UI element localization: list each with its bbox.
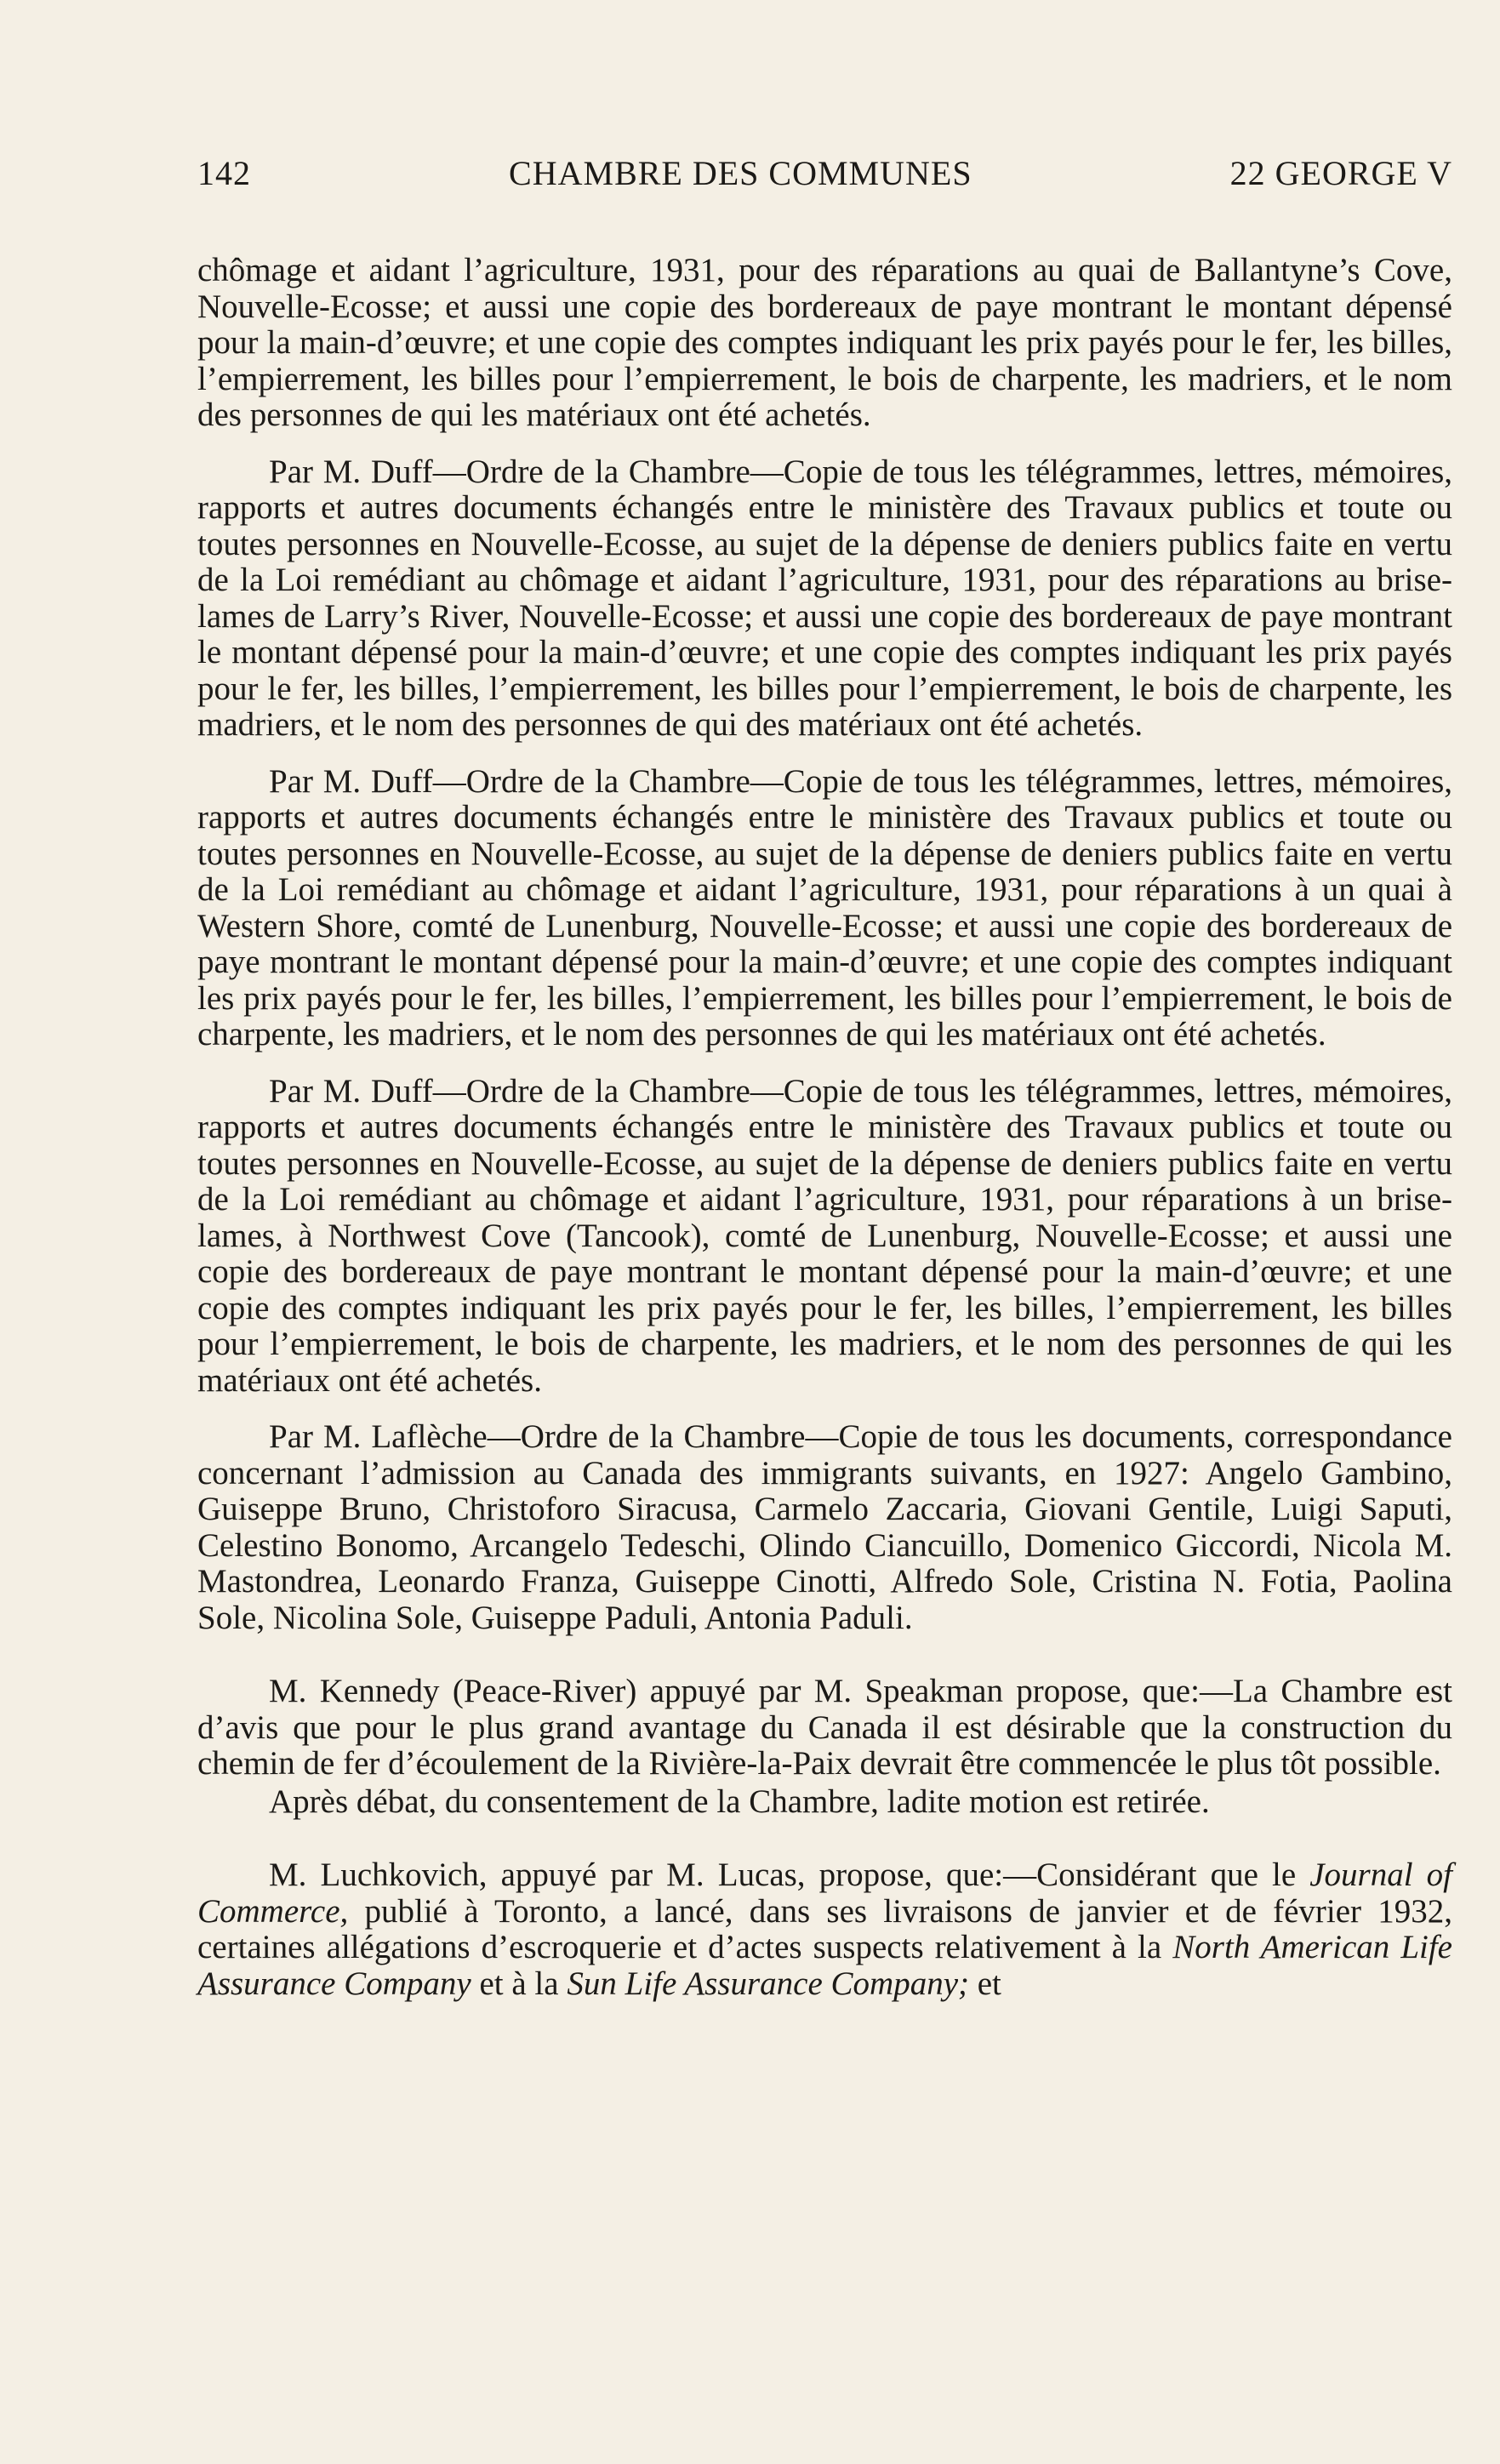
header-regnal-year: 22 GEORGE V <box>1229 154 1452 192</box>
page-body <box>197 253 1452 2002</box>
page-number: 142 <box>197 154 251 192</box>
luchkovich-text-4: et <box>969 1965 1001 2002</box>
paragraph-lafleche-immigrants: Par M. Laflèche—Ordre de la Chambre—Copie de tous les documents, correspondance concernant l’admission au Canada des immigrants suivants, en 1927: Angelo Gambino, Guiseppe Bruno, Christoforo Siracusa, Carmelo Zaccaria, Giovani Gentile, Luigi Saputi, Celestino Bonomo, Arcangelo Tedeschi, Olindo Ciancuillo, Domenico Giccordi, Nicola M. Mastondrea, Leonardo Franza, Guiseppe Cinotti, Alfredo Sole, Cristina N. Fotia, Paolina Sole, Nicolina Sole, Guiseppe Paduli, Antonia Paduli. <box>197 1418 1452 1636</box>
page-header <box>197 153 1452 193</box>
document-page <box>197 153 1452 2002</box>
paragraph-motion-withdrawn: Après débat, du consentement de la Chambre, ladite motion est retirée. <box>269 1782 1210 1820</box>
north-american-life-name: North American Life Assurance Company <box>197 1929 1452 2002</box>
paragraph-luchkovich-motion <box>197 1857 1452 2002</box>
luchkovich-text-1: M. Luchkovich, appuyé par M. Lucas, propose, que:—Considérant que le <box>269 1857 1310 1893</box>
paragraph-kennedy-motion: M. Kennedy (Peace-River) appuyé par M. Speakman propose, que:—La Chambre est d’avis que pour le plus grand avantage du Canada il est désirable que la construction du chemin de fer d’écoulement de la Rivière-la-Paix devrait être commencée le plus tôt possible. <box>197 1673 1452 1782</box>
sun-life-name: Sun Life Assurance Company; <box>567 1965 969 2002</box>
header-title: CHAMBRE DES COMMUNES <box>509 154 972 192</box>
paragraph-duff-larrys-river: Par M. Duff—Ordre de la Chambre—Copie de tous les télégrammes, lettres, mémoires, rapports et autres documents échangés entre le ministère des Travaux publics et toute ou toutes personnes en Nouvelle-Ecosse, au sujet de la dépense de deniers publics faite en vertu de la Loi remédiant au chômage et aidant l’agriculture, 1931, pour des réparations au brise-lames de Larry’s River, Nouvelle-Ecosse; et aussi une copie des bordereaux de paye montrant le montant dépensé pour la main-d’œuvre; et une copie des comptes indiquant les prix payés pour le fer, les billes, l’empierrement, les billes pour l’empierrement, le bois de charpente, les madriers, et le nom des personnes de qui des matériaux ont été achetés. <box>197 453 1452 743</box>
paragraph-duff-northwest-cove: Par M. Duff—Ordre de la Chambre—Copie de tous les télégrammes, lettres, mémoires, rapports et autres documents échangés entre le ministère des Travaux publics et toute ou toutes personnes en Nouvelle-Ecosse, au sujet de la dépense de deniers publics faite en vertu de la Loi remédiant au chômage et aidant l’agriculture, 1931, pour réparations à un brise-lames, à Northwest Cove (Tancook), comté de Lunenburg, Nouvelle-Ecosse; et aussi une copie des bordereaux de paye montrant le montant dépensé pour la main-d’œuvre; et une copie des comptes indiquant les prix payés pour le fer, les billes, l’empierrement, les billes pour l’empierrement, le bois de charpente, les madriers, et le nom des personnes de qui les matériaux ont été achetés. <box>197 1072 1452 1399</box>
paragraph-duff-western-shore: Par M. Duff—Ordre de la Chambre—Copie de tous les télégrammes, lettres, mémoires, rapports et autres documents échangés entre le ministère des Travaux publics et toute ou toutes personnes en Nouvelle-Ecosse, au sujet de la dépense de deniers publics faite en vertu de la Loi remédiant au chômage et aidant l’agriculture, 1931, pour réparations à un quai à Western Shore, comté de Lunenburg, Nouvelle-Ecosse; et aussi une copie des bordereaux de paye montrant le montant dépensé pour la main-d’œuvre; et une copie des comptes indiquant les prix payés pour le fer, les billes, l’empierrement, les billes pour l’empierrement, le bois de charpente, les madriers, et le nom des personnes de qui les matériaux ont été achetés. <box>197 762 1452 1052</box>
paragraph-continuation: chômage et aidant l’agriculture, 1931, pour des réparations au quai de Ballantyne’s Cove, Nouvelle-Ecosse; et aussi une copie des bordereaux de paye montrant le montant dépensé pour la main-d’œuvre; et une copie des comptes indiquant les prix payés pour le fer, les billes, l’empierrement, les billes pour l’empierrement, le bois de charpente, les madriers, et le nom des personnes de qui les matériaux ont été achetés. <box>197 252 1452 433</box>
luchkovich-text-2: publié à Toronto, a lancé, dans ses livraisons de janvier et de février 1932, certaines allégations d’escroquerie et d’actes suspects relativement à la <box>197 1892 1452 1965</box>
journal-of-commerce-title: Journal of Commerce, <box>197 1857 1452 1930</box>
luchkovich-text-3: et à la <box>471 1965 567 2002</box>
